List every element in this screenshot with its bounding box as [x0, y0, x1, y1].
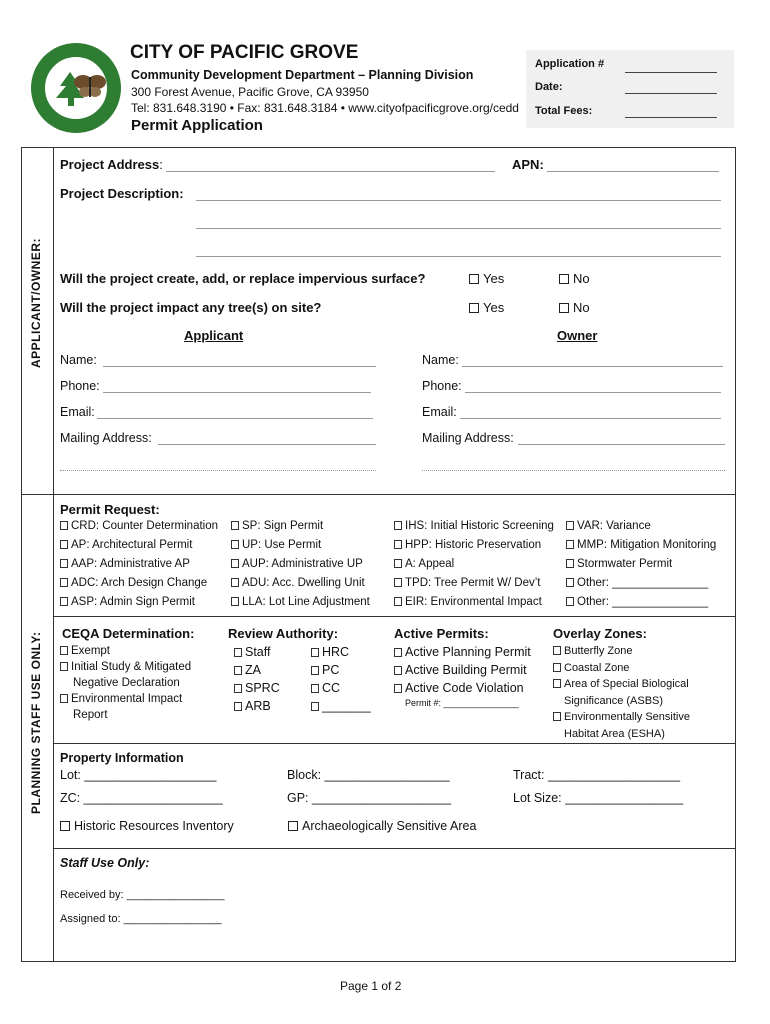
date-label: Date: — [535, 81, 563, 93]
project-description-label: Project Description: — [60, 186, 184, 201]
zc-field[interactable]: ZC: ____________________ — [60, 791, 223, 805]
review-option[interactable]: HRC — [311, 645, 371, 663]
checkbox-icon[interactable] — [234, 666, 242, 675]
checkbox-icon[interactable] — [311, 684, 319, 693]
applicant-name-label: Name: — [60, 353, 97, 367]
permit-column-3 — [394, 520, 554, 615]
checkbox-icon[interactable] — [394, 540, 402, 549]
active-permit-option[interactable]: Active Building Permit — [394, 663, 531, 681]
permit-option[interactable]: VAR: Variance — [566, 520, 716, 539]
review-option[interactable]: ARB — [234, 699, 280, 717]
owner-name-label: Name: — [422, 353, 459, 367]
block-field[interactable]: Block: __________________ — [287, 768, 450, 782]
permit-option[interactable]: UP: Use Permit — [231, 539, 370, 558]
apn-field[interactable] — [547, 171, 719, 172]
historic-resources-option[interactable]: Historic Resources Inventory — [60, 819, 234, 833]
staff-side-divider — [53, 494, 54, 962]
owner-phone-field[interactable] — [465, 392, 721, 393]
checkbox-icon[interactable] — [553, 646, 561, 655]
applicant-email-field[interactable] — [97, 418, 373, 419]
overlay-coastal[interactable]: Coastal Zone — [553, 662, 690, 679]
property-info-label: Property Information — [60, 751, 184, 765]
applicant-heading: Applicant — [184, 328, 244, 343]
total-fees-field[interactable] — [625, 117, 717, 118]
checkbox-icon[interactable] — [60, 662, 68, 671]
project-description-line-2[interactable] — [196, 228, 721, 229]
checkbox-icon[interactable] — [311, 648, 319, 657]
permit-number-field[interactable]: Permit #: _______________ — [405, 698, 519, 708]
owner-phone-label: Phone: — [422, 379, 462, 393]
divider-determinations — [53, 743, 736, 744]
checkbox-icon[interactable] — [394, 684, 402, 693]
applicant-mailing-label: Mailing Address: — [60, 431, 152, 445]
owner-mailing-label: Mailing Address: — [422, 431, 514, 445]
tree-no[interactable]: No — [559, 300, 590, 315]
permit-option[interactable]: Other: _______________ — [566, 577, 716, 596]
checkbox-icon[interactable] — [566, 540, 574, 549]
impervious-yes[interactable]: Yes — [469, 271, 504, 286]
review-option[interactable]: SPRC — [234, 681, 280, 699]
overlay-zones-label: Overlay Zones: — [553, 626, 647, 641]
checkbox-icon[interactable] — [231, 578, 239, 587]
lot-field[interactable]: Lot: ___________________ — [60, 768, 217, 782]
review-option[interactable]: _______ — [311, 699, 371, 717]
project-description-line-3[interactable] — [196, 256, 721, 257]
checkbox-icon[interactable] — [234, 702, 242, 711]
checkbox-icon[interactable] — [553, 663, 561, 672]
checkbox-icon[interactable] — [394, 521, 402, 530]
checkbox-icon[interactable] — [60, 646, 68, 655]
checkbox-icon[interactable] — [553, 679, 561, 688]
overlay-asbs-cont: Significance (ASBS) — [564, 694, 664, 707]
applicant-phone-field[interactable] — [103, 392, 371, 393]
apn-label: APN: — [512, 157, 544, 172]
lot-size-field[interactable]: Lot Size: _________________ — [513, 791, 684, 805]
divider-permit-request — [53, 616, 736, 617]
staff-use-only-label: Staff Use Only: — [60, 856, 150, 870]
permit-option[interactable]: HPP: Historic Preservation — [394, 539, 554, 558]
application-number-field[interactable] — [625, 72, 717, 73]
permit-column-4 — [566, 520, 716, 615]
checkbox-icon[interactable] — [469, 303, 479, 313]
overlay-zones-options — [553, 645, 690, 744]
checkbox-icon[interactable] — [566, 597, 574, 606]
checkbox-icon[interactable] — [60, 578, 68, 587]
checkbox-icon[interactable] — [60, 540, 68, 549]
impervious-no[interactable]: No — [559, 271, 590, 286]
checkbox-icon[interactable] — [394, 597, 402, 606]
permit-option[interactable]: CRD: Counter Determination — [60, 520, 218, 539]
permit-option[interactable]: TPD: Tree Permit W/ Dev’t — [394, 577, 554, 596]
applicant-phone-label: Phone: — [60, 379, 100, 393]
impervious-question: Will the project create, add, or replace impervious surface? — [60, 271, 426, 286]
permit-option[interactable]: A: Appeal — [394, 558, 554, 577]
review-option[interactable]: CC — [311, 681, 371, 699]
project-address-label: Project Address: — [60, 157, 163, 172]
applicant-side-label: APPLICANT/OWNER: — [29, 238, 43, 368]
checkbox-icon[interactable] — [231, 521, 239, 530]
owner-mailing-field[interactable] — [518, 444, 725, 445]
checkbox-icon[interactable] — [394, 648, 402, 657]
checkbox-icon[interactable] — [234, 684, 242, 693]
checkbox-icon[interactable] — [469, 274, 479, 284]
applicant-email-label: Email: — [60, 405, 95, 419]
permit-option[interactable]: ASP: Admin Sign Permit — [60, 596, 218, 615]
review-column-1 — [234, 645, 280, 717]
checkbox-icon[interactable] — [231, 559, 239, 568]
archaeological-option[interactable]: Archaeologically Sensitive Area — [288, 819, 476, 833]
checkbox-icon[interactable] — [394, 559, 402, 568]
ceqa-eir[interactable]: Environmental Impact — [60, 693, 191, 709]
review-column-2 — [311, 645, 371, 717]
review-option[interactable]: ZA — [234, 663, 280, 681]
checkbox-icon[interactable] — [311, 666, 319, 675]
checkbox-icon[interactable] — [394, 578, 402, 587]
checkbox-icon[interactable] — [288, 821, 298, 831]
owner-email-field[interactable] — [460, 418, 721, 419]
permit-option[interactable]: LLA: Lot Line Adjustment — [231, 596, 370, 615]
permit-option[interactable]: AP: Architectural Permit — [60, 539, 218, 558]
department-address: 300 Forest Avenue, Pacific Grove, CA 93950 — [131, 85, 369, 99]
checkbox-icon[interactable] — [559, 274, 569, 284]
ceqa-eir-cont: Report — [73, 709, 108, 721]
owner-email-label: Email: — [422, 405, 457, 419]
review-option[interactable]: Staff — [234, 645, 280, 663]
checkbox-icon[interactable] — [60, 559, 68, 568]
application-number-label: Application # — [535, 58, 605, 70]
ceqa-initial-study[interactable]: Initial Study & Mitigated — [60, 661, 191, 677]
permit-option[interactable]: ADC: Arch Design Change — [60, 577, 218, 596]
checkbox-icon[interactable] — [60, 694, 68, 703]
department-name: Community Development Department – Planning Division — [131, 68, 474, 82]
checkbox-icon[interactable] — [231, 597, 239, 606]
permit-option[interactable]: AAP: Administrative AP — [60, 558, 218, 577]
checkbox-icon[interactable] — [234, 648, 242, 657]
form-title: Permit Application — [131, 117, 263, 134]
permit-option[interactable]: MMP: Mitigation Monitoring — [566, 539, 716, 558]
city-title: CITY OF PACIFIC GROVE — [130, 42, 359, 63]
checkbox-icon[interactable] — [60, 521, 68, 530]
tree-yes[interactable]: Yes — [469, 300, 504, 315]
checkbox-icon[interactable] — [566, 521, 574, 530]
tree-question: Will the project impact any tree(s) on site? — [60, 300, 322, 315]
owner-heading: Owner — [557, 328, 598, 343]
project-address-field[interactable] — [166, 171, 495, 172]
applicant-side-divider — [53, 147, 54, 495]
permit-option[interactable]: ADU: Acc. Dwelling Unit — [231, 577, 370, 596]
applicant-name-field[interactable] — [103, 366, 376, 367]
date-field[interactable] — [625, 93, 717, 94]
active-permit-option[interactable]: Active Planning Permit — [394, 645, 531, 663]
active-permits-options — [394, 645, 531, 699]
page-number: Page 1 of 2 — [340, 979, 402, 993]
permit-option[interactable]: Other: _______________ — [566, 596, 716, 615]
permit-column-2 — [231, 520, 370, 615]
review-authority-label: Review Authority: — [228, 626, 339, 641]
checkbox-icon[interactable] — [394, 666, 402, 675]
permit-option[interactable]: Stormwater Permit — [566, 558, 716, 577]
gp-field[interactable]: GP: ____________________ — [287, 791, 452, 805]
department-contact: Tel: 831.648.3190 • Fax: 831.648.3184 • www.cityofpacificgrove.org/cedd — [131, 101, 519, 115]
divider-property — [53, 848, 736, 849]
checkbox-icon[interactable] — [231, 540, 239, 549]
owner-mailing-field-2[interactable] — [422, 470, 725, 471]
permit-option[interactable]: AUP: Administrative UP — [231, 558, 370, 577]
received-by-field[interactable]: Received by: ________________ — [60, 889, 225, 901]
permit-column-1 — [60, 520, 218, 615]
ceqa-exempt[interactable]: Exempt — [60, 645, 191, 661]
owner-name-field[interactable] — [462, 366, 723, 367]
applicant-mailing-field[interactable] — [158, 444, 376, 445]
active-permits-label: Active Permits: — [394, 626, 489, 641]
ceqa-label: CEQA Determination: — [62, 626, 195, 641]
overlay-esha-cont: Habitat Area (ESHA) — [564, 727, 665, 740]
staff-side-label: PLANNING STAFF USE ONLY: — [29, 631, 43, 814]
assigned-to-field[interactable]: Assigned to: ________________ — [60, 913, 222, 925]
ceqa-options — [60, 645, 191, 725]
overlay-asbs[interactable]: Area of Special Biological — [553, 678, 690, 695]
permit-option[interactable]: EIR: Environmental Impact — [394, 596, 554, 615]
applicant-mailing-field-2[interactable] — [60, 470, 376, 471]
permit-option[interactable]: SP: Sign Permit — [231, 520, 370, 539]
checkbox-icon[interactable] — [566, 559, 574, 568]
permit-option[interactable]: IHS: Initial Historic Screening — [394, 520, 554, 539]
project-description-line-1[interactable] — [196, 200, 721, 201]
active-permit-option[interactable]: Active Code Violation — [394, 681, 531, 699]
tract-field[interactable]: Tract: ___________________ — [513, 768, 681, 782]
overlay-butterfly[interactable]: Butterfly Zone — [553, 645, 690, 662]
ceqa-initial-study-cont: Negative Declaration — [73, 677, 180, 689]
permit-request-label: Permit Request: — [60, 502, 160, 517]
review-option[interactable]: PC — [311, 663, 371, 681]
checkbox-icon[interactable] — [60, 821, 70, 831]
checkbox-icon[interactable] — [60, 597, 68, 606]
total-fees-label: Total Fees: — [535, 105, 593, 117]
checkbox-icon[interactable] — [553, 712, 561, 721]
city-logo — [30, 42, 122, 134]
checkbox-icon[interactable] — [566, 578, 574, 587]
checkbox-icon[interactable] — [559, 303, 569, 313]
checkbox-icon[interactable] — [311, 702, 319, 711]
overlay-esha[interactable]: Environmentally Sensitive — [553, 711, 690, 728]
